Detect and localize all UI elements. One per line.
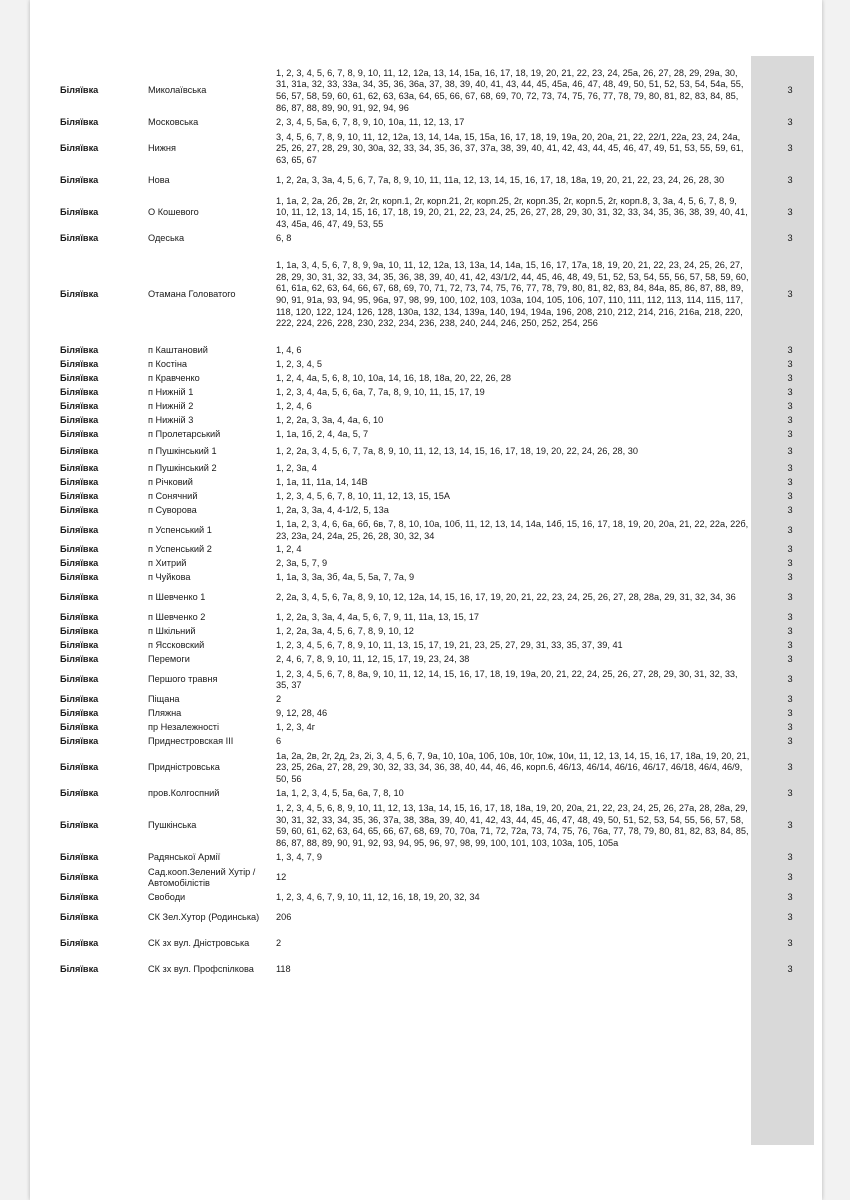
row-city: Біляївка bbox=[60, 491, 99, 502]
row-house-numbers: 2, 3, 4, 5, 5а, 6, 7, 8, 9, 10, 10а, 11, 12, 13, 17 bbox=[276, 117, 465, 128]
table-row bbox=[60, 168, 820, 194]
row-house-numbers: 1, 2, 3, 4, 5, 6, 7, 8, 10, 11, 12, 13, 15, 15А bbox=[276, 491, 451, 502]
row-street: п Шкільний bbox=[148, 626, 196, 637]
table-row bbox=[60, 735, 820, 749]
row-street: Отамана Головатого bbox=[148, 289, 236, 300]
row-street: п Нижній 1 bbox=[148, 387, 194, 398]
row-zone: 3 bbox=[787, 387, 793, 398]
row-house-numbers: 206 bbox=[276, 912, 292, 923]
row-street: п Нижній 3 bbox=[148, 415, 194, 426]
row-zone: 3 bbox=[787, 401, 793, 412]
table-row bbox=[60, 653, 820, 667]
row-house-numbers: 1, 2, 2а, 3, 4, 5, 6, 7, 7а, 8, 9, 10, 11, 12, 13, 14, 15, 16, 17, 18, 19, 20, 22, 24, 26, 28, 30 bbox=[276, 446, 638, 457]
row-street: Радянської Армії bbox=[148, 852, 221, 863]
row-city: Біляївка bbox=[60, 640, 99, 651]
table-row bbox=[60, 428, 820, 442]
row-zone: 3 bbox=[787, 626, 793, 637]
row-zone: 3 bbox=[787, 640, 793, 651]
row-city: Біляївка bbox=[60, 626, 99, 637]
row-zone: 3 bbox=[787, 415, 793, 426]
row-zone: 3 bbox=[787, 674, 793, 685]
row-street: Приднестровская ІІІ bbox=[148, 736, 234, 747]
row-zone: 3 bbox=[787, 477, 793, 488]
row-street: п Пролетарський bbox=[148, 429, 221, 440]
row-city: Біляївка bbox=[60, 477, 99, 488]
row-house-numbers: 1, 4, 6 bbox=[276, 345, 302, 356]
row-house-numbers: 1, 2, 3, 4, 6, 7, 9, 10, 11, 12, 16, 18, 19, 20, 32, 34 bbox=[276, 892, 480, 903]
row-city: Біляївка bbox=[60, 558, 99, 569]
row-house-numbers: 1, 1а, 11, 11а, 14, 14В bbox=[276, 477, 368, 488]
row-zone: 3 bbox=[787, 446, 793, 457]
row-street: п Нижній 2 bbox=[148, 401, 194, 412]
row-house-numbers: 6, 8 bbox=[276, 233, 292, 244]
row-zone: 3 bbox=[787, 558, 793, 569]
row-zone: 3 bbox=[787, 505, 793, 516]
row-zone: 3 bbox=[787, 820, 793, 831]
row-city: Біляївка bbox=[60, 524, 99, 535]
row-house-numbers: 1а, 2а, 2в, 2г, 2д, 2з, 2і, 3, 4, 5, 6, 7, 9а, 10, 10а, 10б, 10в, 10г, 10ж, 10и, 11, 12, 13, 14, 15, 16, 17, 18а, 19, 20, 21, 23, 25, 26а, 27, 28, 29, 30, 32, 33, 34, 36, 38, 40, 44, 46, 46, корп.6, 46/13, 46/14, 46/16, 46/17, 46/18, 46/4, 46/9, 50, 56 bbox=[276, 750, 750, 784]
table-row bbox=[60, 344, 820, 358]
table-row bbox=[60, 372, 820, 386]
row-street: п Успенський 1 bbox=[148, 524, 212, 535]
row-house-numbers: 1а, 1, 2, 3, 4, 5, 5а, 6а, 7, 8, 10 bbox=[276, 788, 404, 799]
table-row bbox=[60, 386, 820, 400]
row-zone: 3 bbox=[787, 85, 793, 96]
address-table bbox=[60, 66, 820, 983]
table-row bbox=[60, 865, 820, 891]
row-city: Біляївка bbox=[60, 762, 99, 773]
row-street: Пляжна bbox=[148, 708, 182, 719]
row-house-numbers: 2 bbox=[276, 938, 282, 949]
row-city: Біляївка bbox=[60, 289, 99, 300]
row-zone: 3 bbox=[787, 964, 793, 975]
row-street: Нижня bbox=[148, 143, 176, 154]
row-house-numbers: 118 bbox=[276, 964, 291, 975]
table-row bbox=[60, 130, 820, 168]
row-zone: 3 bbox=[787, 117, 793, 128]
row-city: Біляївка bbox=[60, 401, 99, 412]
row-city: Біляївка bbox=[60, 429, 99, 440]
row-street: Перемоги bbox=[148, 654, 190, 665]
row-city: Біляївка bbox=[60, 463, 99, 474]
row-house-numbers: 1, 1а, 2, 3, 4, 6, 6а, 6б, 6в, 7, 8, 10, 10а, 10б, 11, 12, 13, 14, 14а, 14б, 15, 16, 17, 18, 19, 20, 20а, 21, 22, 22а, 22б, 23, 23а, 24, 24а, 25, 26, 28, 30, 32, 34 bbox=[276, 519, 749, 541]
row-city: Біляївка bbox=[60, 912, 99, 923]
row-street: п Кравченко bbox=[148, 373, 200, 384]
table-row bbox=[60, 585, 820, 611]
row-zone: 3 bbox=[787, 429, 793, 440]
row-street: п Шевченко 1 bbox=[148, 592, 206, 603]
row-street: п Успенський 2 bbox=[148, 544, 212, 555]
row-house-numbers: 12 bbox=[276, 872, 287, 883]
table-row bbox=[60, 476, 820, 490]
row-city: Біляївка bbox=[60, 852, 99, 863]
table-row bbox=[60, 66, 820, 116]
row-city: Біляївка bbox=[60, 373, 99, 384]
table-row bbox=[60, 504, 820, 518]
row-city: Біляївка bbox=[60, 964, 99, 975]
row-city: Біляївка bbox=[60, 207, 99, 218]
table-row bbox=[60, 693, 820, 707]
row-street: п Шевченко 2 bbox=[148, 612, 206, 623]
row-street: Піщана bbox=[148, 694, 180, 705]
row-city: Біляївка bbox=[60, 892, 99, 903]
row-street: Першого травня bbox=[148, 674, 218, 685]
row-house-numbers: 1, 2, 4 bbox=[276, 544, 302, 555]
row-zone: 3 bbox=[787, 612, 793, 623]
row-street: пров.Колгоспний bbox=[148, 788, 220, 799]
row-city: Біляївка bbox=[60, 872, 99, 883]
row-street: Сад.кооп.Зелений Хутір / Автомобілістів bbox=[148, 866, 256, 889]
table-row bbox=[60, 400, 820, 414]
row-house-numbers: 1, 2, 4, 6 bbox=[276, 401, 312, 412]
row-house-numbers: 1, 2, 3, 4, 5, 6, 7, 8, 9, 10, 11, 12, 12а, 13, 14, 15а, 16, 17, 18, 19, 20, 21, 22, 23, 24, 25а, 26, 27, 28, 29, 29а, 30, 31, 31а, 32, 33, 33а, 34, 35, 36, 36а, 37, 38, 39, 40, 41, 43, 44, 45, 45а, 46, 47, 48, 49, 50, 51, 52, 53, 54, 54а, 55, 56, 57, 58, 59, 60, 61, 62, 63, 63а, 64, 65, 66, 67, 68, 69, 70, 72, 73, 74, 75, 76, 77, 78, 79, 80, 81, 82, 83, 84, 85, 86, 87, 88, 89, 90, 91, 92, 94, 96 bbox=[276, 67, 744, 113]
row-zone: 3 bbox=[787, 175, 793, 186]
row-house-numbers: 1, 2, 4, 4а, 5, 6, 8, 10, 10а, 14, 16, 18, 18а, 20, 22, 26, 28 bbox=[276, 373, 511, 384]
table-row bbox=[60, 931, 820, 957]
row-zone: 3 bbox=[787, 852, 793, 863]
row-zone: 3 bbox=[787, 373, 793, 384]
row-house-numbers: 1, 2, 3, 4, 4а, 5, 6, 6а, 7, 7а, 8, 9, 10, 11, 15, 17, 19 bbox=[276, 387, 485, 398]
table-row bbox=[60, 358, 820, 372]
address-table-body bbox=[60, 66, 820, 983]
row-city: Біляївка bbox=[60, 654, 99, 665]
row-street: п Пушкінський 2 bbox=[148, 463, 217, 474]
row-city: Біляївка bbox=[60, 415, 99, 426]
row-street: Нова bbox=[148, 175, 170, 186]
row-city: Біляївка bbox=[60, 544, 99, 555]
table-row bbox=[60, 957, 820, 983]
row-zone: 3 bbox=[787, 463, 793, 474]
row-house-numbers: 3, 4, 5, 6, 7, 8, 9, 10, 11, 12, 12а, 13, 14, 14а, 15, 15а, 16, 17, 18, 19, 19а, 20, 20а, 21, 22, 22/1, 22а, 23, 24, 24а, 25, 26, 27, 28, 29, 30, 30а, 32, 33, 34, 35, 36, 37, 37а, 38, 39, 40, 41, 42, 43, 44, 45, 46, 47, 49, 51, 53, 55, 59, 61, 63, 65, 67 bbox=[276, 131, 744, 165]
row-zone: 3 bbox=[787, 762, 793, 773]
row-house-numbers: 1, 2, 3а, 4 bbox=[276, 463, 317, 474]
row-house-numbers: 1, 2, 2а, 3а, 4, 5, 6, 7, 8, 9, 10, 12 bbox=[276, 626, 414, 637]
table-row bbox=[60, 667, 820, 693]
table-row bbox=[60, 749, 820, 787]
row-zone: 3 bbox=[787, 572, 793, 583]
row-city: Біляївка bbox=[60, 359, 99, 370]
table-row bbox=[60, 194, 820, 232]
row-city: Біляївка bbox=[60, 736, 99, 747]
table-row bbox=[60, 116, 820, 130]
table-row bbox=[60, 462, 820, 476]
row-city: Біляївка bbox=[60, 708, 99, 719]
table-row bbox=[60, 232, 820, 246]
table-row bbox=[60, 801, 820, 851]
row-zone: 3 bbox=[787, 524, 793, 535]
row-city: Біляївка bbox=[60, 572, 99, 583]
row-house-numbers: 1, 2, 3, 4г bbox=[276, 722, 316, 733]
row-house-numbers: 1, 2, 2а, 3, 3а, 4, 4а, 6, 10 bbox=[276, 415, 384, 426]
row-city: Біляївка bbox=[60, 592, 99, 603]
row-house-numbers: 6 bbox=[276, 736, 282, 747]
table-row bbox=[60, 851, 820, 865]
row-street: п Яссковский bbox=[148, 640, 205, 651]
row-zone: 3 bbox=[787, 872, 793, 883]
row-house-numbers: 1, 1а, 2, 2а, 2б, 2в, 2г, 2г, корп.1, 2г, корп.21, 2г, корп.25, 2г, корп.35, 2г, корп.5, 2г, корп.8, 3, 3а, 4, 5, 6, 7, 8, 9, 10, 11, 12, 13, 14, 15, 16, 17, 18, 19, 20, 21, 22, 23, 24, 25, 26, 27, 28, 29, 30, 31, 32, 33, 34, 35, 36, 38, 39, 40, 41, 43, 45а, 46, 47, 49, 53, 55 bbox=[276, 195, 748, 229]
table-row bbox=[60, 639, 820, 653]
row-house-numbers: 2, 2а, 3, 4, 5, 6, 7а, 8, 9, 10, 12, 12а, 14, 15, 16, 17, 19, 20, 21, 22, 23, 24, 25, 26, 27, 28, 28а, 29, 31, 32, 34, 36 bbox=[276, 592, 736, 603]
row-city: Біляївка bbox=[60, 233, 99, 244]
table-row bbox=[60, 543, 820, 557]
row-city: Біляївка bbox=[60, 674, 99, 685]
row-street: Пушкінська bbox=[148, 820, 197, 831]
row-street: п Каштановий bbox=[148, 345, 208, 356]
row-house-numbers: 2, 3а, 5, 7, 9 bbox=[276, 558, 328, 569]
row-street: Придністровська bbox=[148, 762, 220, 773]
row-house-numbers: 1, 2, 3, 4, 5, 6, 7, 8, 8а, 9, 10, 11, 12, 14, 15, 16, 17, 18, 19, 19а, 20, 21, 22, 24, 25, 26, 27, 28, 29, 30, 31, 32, 33, 35, 37 bbox=[276, 668, 738, 691]
row-street: п Сонячний bbox=[148, 491, 198, 502]
row-house-numbers: 1, 2а, 3, 3а, 4, 4-1/2, 5, 13а bbox=[276, 505, 389, 516]
row-street: п Річковий bbox=[148, 477, 193, 488]
table-row bbox=[60, 557, 820, 571]
row-house-numbers: 1, 1а, 1б, 2, 4, 4а, 5, 7 bbox=[276, 429, 369, 440]
row-street: п Чуйкова bbox=[148, 572, 191, 583]
row-zone: 3 bbox=[787, 736, 793, 747]
row-zone: 3 bbox=[787, 654, 793, 665]
table-row bbox=[60, 490, 820, 504]
row-city: Біляївка bbox=[60, 612, 99, 623]
row-street: п Костіна bbox=[148, 359, 188, 370]
row-zone: 3 bbox=[787, 345, 793, 356]
table-row bbox=[60, 518, 820, 543]
row-house-numbers: 2, 4, 6, 7, 8, 9, 10, 11, 12, 15, 17, 19, 23, 24, 38 bbox=[276, 654, 470, 665]
table-row bbox=[60, 905, 820, 931]
row-city: Біляївка bbox=[60, 117, 99, 128]
row-street: СК зх вул. Дністровська bbox=[148, 938, 250, 949]
row-street: Свободи bbox=[148, 892, 186, 903]
table-row bbox=[60, 442, 820, 462]
row-street: п Хитрий bbox=[148, 558, 187, 569]
row-city: Біляївка bbox=[60, 820, 99, 831]
row-zone: 3 bbox=[787, 722, 793, 733]
row-city: Біляївка bbox=[60, 85, 99, 96]
table-row bbox=[60, 571, 820, 585]
row-street: пр Незалежності bbox=[148, 722, 220, 733]
row-house-numbers: 1, 2, 3, 4, 5, 6, 8, 9, 10, 11, 12, 13, 13а, 14, 15, 16, 17, 18, 18а, 19, 20, 20а, 21, 22, 23, 24, 25, 26, 27а, 28, 28а, 29, 30, 31, 32, 33, 34, 35, 36, 37а, 38, 38а, 39, 40, 41, 42, 43, 44, 45, 46, 47, 48, 49, 50, 51, 52, 53, 54, 55, 56, 57, 58, 59, 60, 61, 62, 63, 64, 65, 66, 67, 68, 69, 70, 70а, 71, 72, 72а, 73, 74, 75, 76, 76а, 77, 78, 79, 80, 81, 82, 83, 84, 85, 86, 87, 88, 89, 90, 91, 92, 93, 94, 95, 96, 97, 98, 99, 100, 101, 103, 103а, 105, 105а bbox=[276, 803, 749, 848]
row-street: п Суворова bbox=[148, 505, 197, 516]
row-zone: 3 bbox=[787, 708, 793, 719]
row-house-numbers: 1, 2, 2а, 3, 3а, 4, 4а, 5, 6, 7, 9, 11, 11а, 13, 15, 17 bbox=[276, 612, 479, 623]
row-zone: 3 bbox=[787, 788, 793, 799]
row-zone: 3 bbox=[787, 491, 793, 502]
row-zone: 3 bbox=[787, 207, 793, 218]
table-row bbox=[60, 246, 820, 344]
row-street: О Кошевого bbox=[148, 207, 199, 218]
row-zone: 3 bbox=[787, 233, 793, 244]
row-zone: 3 bbox=[787, 544, 793, 555]
row-zone: 3 bbox=[787, 359, 793, 370]
row-house-numbers: 1, 2, 2а, 3, 3а, 4, 5, 6, 7, 7а, 8, 9, 10, 11, 11а, 12, 13, 14, 15, 16, 17, 18, 18а, 19, 20, 21, 22, 23, 24, 26, 28, 30 bbox=[276, 175, 725, 186]
row-city: Біляївка bbox=[60, 345, 99, 356]
row-city: Біляївка bbox=[60, 143, 99, 154]
row-street: СК Зел.Хутор (Родинська) bbox=[148, 912, 260, 923]
row-house-numbers: 1, 2, 3, 4, 5 bbox=[276, 359, 322, 370]
row-street: Одеська bbox=[148, 233, 185, 244]
row-house-numbers: 1, 2, 3, 4, 5, 6, 7, 8, 9, 10, 11, 13, 15, 17, 19, 21, 23, 25, 27, 29, 31, 33, 35, 37, 39, 41 bbox=[276, 640, 623, 651]
row-city: Біляївка bbox=[60, 788, 99, 799]
row-city: Біляївка bbox=[60, 387, 99, 398]
row-city: Біляївка bbox=[60, 722, 99, 733]
row-city: Біляївка bbox=[60, 938, 99, 949]
table-row bbox=[60, 707, 820, 721]
row-house-numbers: 1, 1а, 3, 3а, 3б, 4а, 5, 5а, 7, 7а, 9 bbox=[276, 572, 415, 583]
row-zone: 3 bbox=[787, 592, 793, 603]
row-zone: 3 bbox=[787, 938, 793, 949]
row-street: п Пушкінський 1 bbox=[148, 446, 217, 457]
row-city: Біляївка bbox=[60, 505, 99, 516]
row-zone: 3 bbox=[787, 694, 793, 705]
table-row bbox=[60, 787, 820, 801]
table-row bbox=[60, 611, 820, 625]
table-row bbox=[60, 414, 820, 428]
row-house-numbers: 2 bbox=[276, 694, 282, 705]
row-street: СК зх вул. Профспілкова bbox=[148, 964, 254, 975]
row-zone: 3 bbox=[787, 143, 793, 154]
row-street: Миколаївська bbox=[148, 85, 207, 96]
table-row bbox=[60, 625, 820, 639]
row-house-numbers: 1, 3, 4, 7, 9 bbox=[276, 852, 322, 863]
row-street: Московська bbox=[148, 117, 199, 128]
row-house-numbers: 9, 12, 28, 46 bbox=[276, 708, 328, 719]
row-zone: 3 bbox=[787, 892, 793, 903]
row-city: Біляївка bbox=[60, 694, 99, 705]
table-row bbox=[60, 721, 820, 735]
row-city: Біляївка bbox=[60, 175, 99, 186]
row-city: Біляївка bbox=[60, 446, 99, 457]
row-zone: 3 bbox=[787, 289, 793, 300]
row-house-numbers: 1, 1а, 3, 4, 5, 6, 7, 8, 9, 9а, 10, 11, 12, 12а, 13, 13а, 14, 14а, 15, 16, 17, 17а, 18, 19, 20, 21, 22, 23, 24, 25, 26, 27, 28, 29, 30, 31, 32, 33, 34, 35, 36, 38, 39, 40, 41, 42, 43/1/2, 44, 45, 46, 48, 49, 51, 52, 53, 54, 55, 56, 57, 58, 59, 60, 61, 61а, 62, 63, 64, 66, 67, 68, 69, 70, 71, 72, 73, 74, 75, 76, 77, 78, 79, 80, 81, 82, 83, 84, 84а, 85, 86, 87, 88, 89, 90, 91, 91а, 93, 94, 95, 96а, 97, 98, 99, 100, 102, 103, 103а, 104, 105, 106, 107, 110, 111, 112, 113, 114, 115, 117, 118, 120, 122, 124, 126, 128, 130а, 132, 134, 139а, 140, 194, 194а, 196, 208, 210, 212, 214, 216, 216а, 218, 220, 222, 224, 226, 228, 230, 232, 234, 236, 238, 240, 244, 246, 250, 252, 254, 256 bbox=[276, 260, 749, 329]
table-row bbox=[60, 891, 820, 905]
row-zone: 3 bbox=[787, 912, 793, 923]
